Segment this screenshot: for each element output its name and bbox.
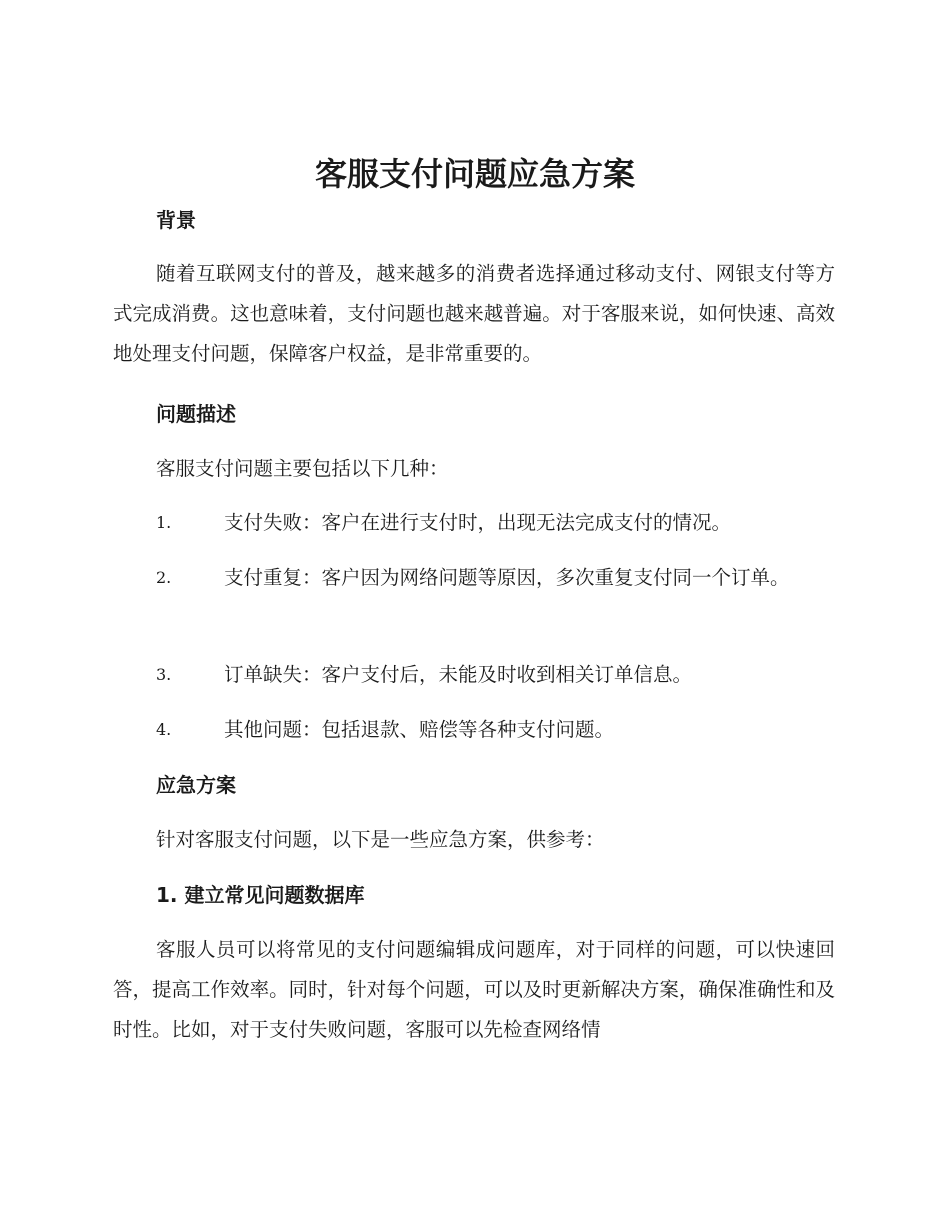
list-item-text: 其他问题：包括退款、赔偿等各种支付问题。 <box>224 718 615 741</box>
list-item <box>113 708 835 752</box>
list-item-number: 4. <box>156 720 172 739</box>
subheading-faq-database: 1. 建立常见问题数据库 <box>156 883 365 907</box>
document-title: 客服支付问题应急方案 <box>314 155 635 193</box>
plan-intro: 针对客服支付问题，以下是一些应急方案，供参考： <box>156 828 605 851</box>
list-item-number: 2. <box>156 568 172 587</box>
section-heading-problem: 问题描述 <box>156 402 236 426</box>
plan-paragraph: 客服人员可以将常见的支付问题编辑成问题库，对于同样的问题，可以快速回答，提高工作效率。同时，针对每个问题，可以及时更新解决方案，确保准确性和及时性。比如，对于支付失败问题，客服可以先检查网络情 <box>113 938 835 1041</box>
list-item-text: 订单缺失：客户支付后，未能及时收到相关订单信息。 <box>224 663 693 686</box>
list-item <box>113 556 835 600</box>
section-heading-plan: 应急方案 <box>156 773 236 797</box>
list-item <box>113 653 835 697</box>
list-item-text: 支付重复：客户因为网络问题等原因，多次重复支付同一个订单。 <box>224 566 790 589</box>
list-item <box>113 501 835 545</box>
list-item-text: 支付失败：客户在进行支付时，出现无法完成支付的情况。 <box>224 511 732 534</box>
background-paragraph: 随着互联网支付的普及，越来越多的消费者选择通过移动支付、网银支付等方式完成消费。这也意味着，支付问题也越来越普遍。对于客服来说，如何快速、高效地处理支付问题，保障客户权益，是非常重要的。 <box>113 262 835 365</box>
section-heading-background: 背景 <box>156 208 196 232</box>
list-item-number: 1. <box>156 513 172 532</box>
list-item-number: 3. <box>156 665 172 684</box>
problem-intro: 客服支付问题主要包括以下几种： <box>156 457 449 480</box>
